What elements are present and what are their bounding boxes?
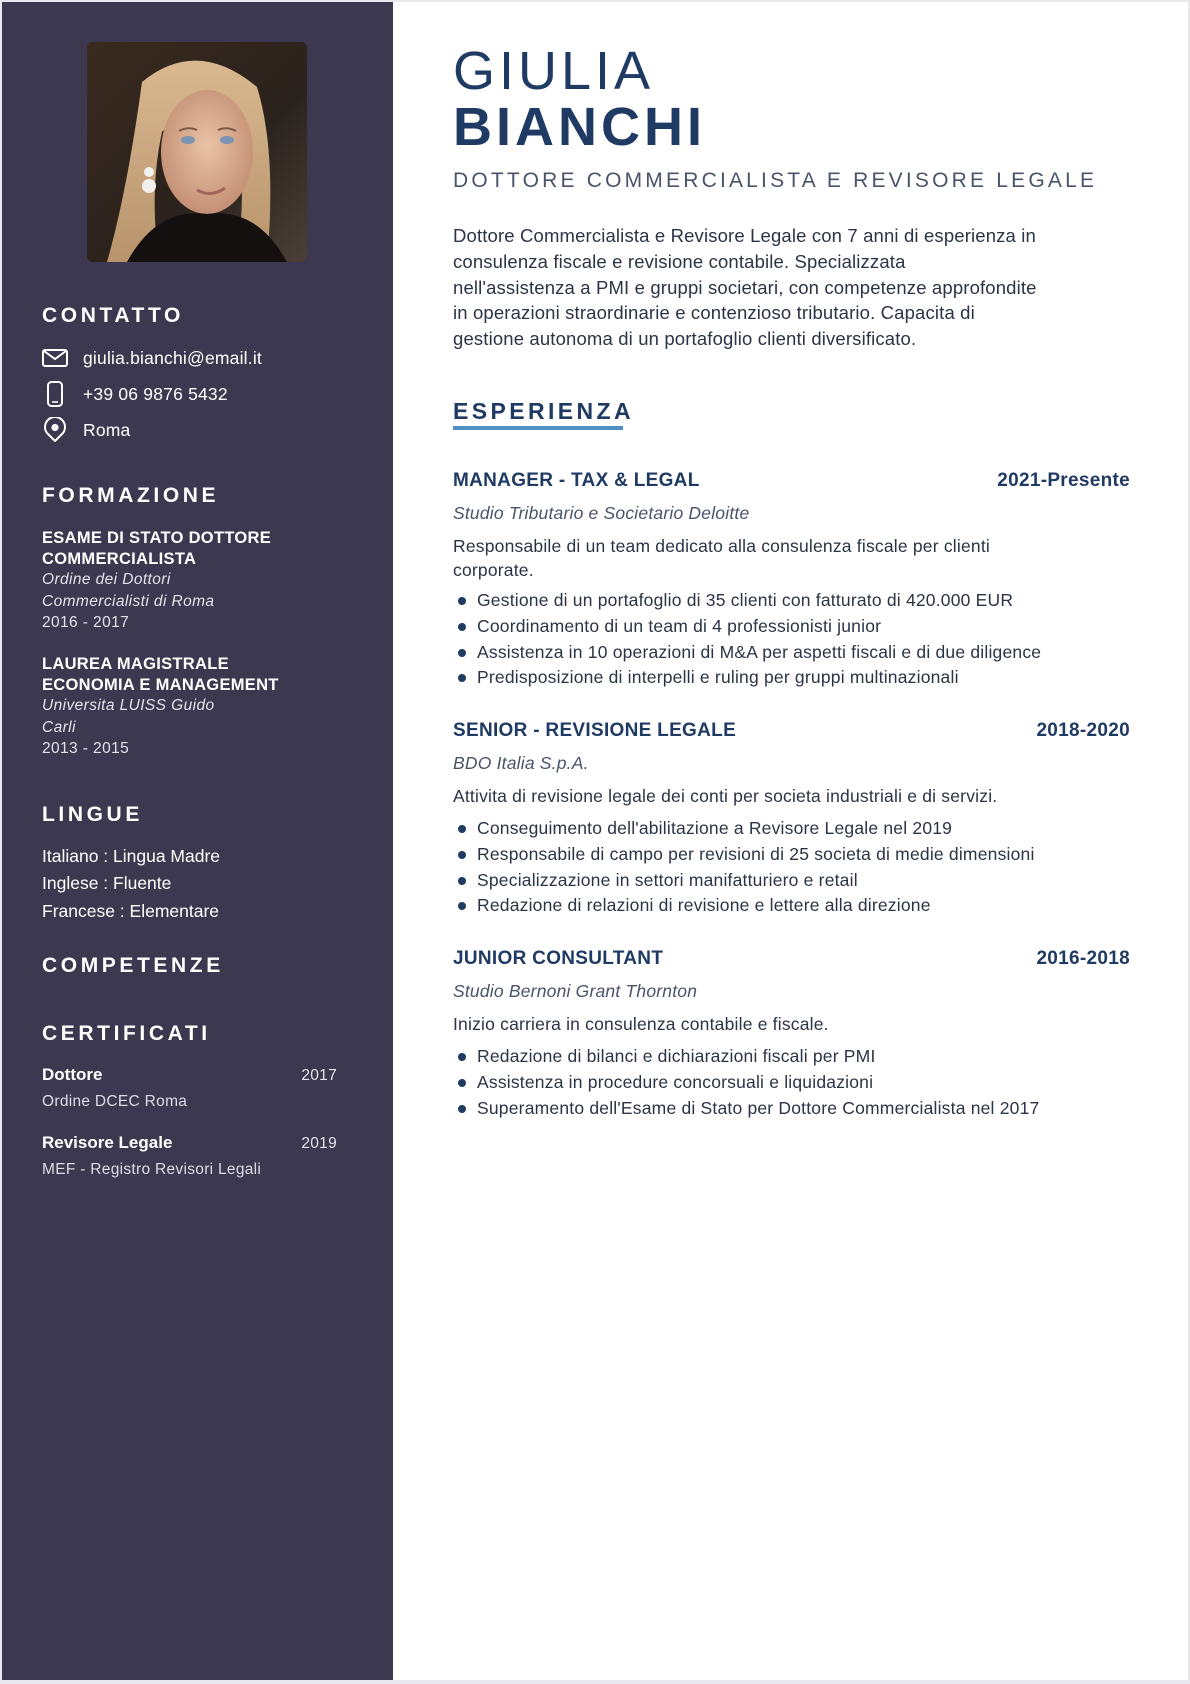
- phone-text: +39 06 9876 5432: [83, 383, 228, 404]
- job-dates: 2018-2020: [1036, 720, 1130, 741]
- education-institution: Universita LUISS Guido Carli: [42, 697, 215, 736]
- bullet-dot-icon: [458, 623, 466, 631]
- bullet-item: Responsabile di campo per revisioni di 25 societa di medie dimensioni: [453, 842, 1133, 868]
- bullet-item: Superamento dell'Esame di Stato per Dottore Commercialista nel 2017: [453, 1096, 1133, 1122]
- education-title: LAUREA MAGISTRALE ECONOMIA E MANAGEMENT: [42, 655, 279, 694]
- bullet-item: Predisposizione di interpelli e ruling per gruppi multinazionali: [453, 665, 1133, 691]
- certificate-issuer: Ordine DCEC Roma: [42, 1093, 188, 1110]
- profile-summary: Dottore Commercialista e Revisore Legale con 7 anni di esperienza in consulenza fiscale e revisione contabile. Specializzata nell'assistenza a PMI e gruppi societari, con competenze approfondite in operazioni straordinarie e contenzioso tributario. Capacita di gestione autonoma di un portafoglio clienti diversificato.: [453, 225, 1037, 350]
- job-bullets: [453, 816, 1133, 919]
- bullet-item: Redazione di bilanci e dichiarazioni fiscali per PMI: [453, 1044, 1133, 1070]
- bullet-item: Specializzazione in settori manifatturiero e retail: [453, 868, 1133, 894]
- experience-heading: ESPERIENZA: [453, 398, 634, 424]
- job-title: JUNIOR CONSULTANT: [453, 948, 664, 969]
- certificate-name: Dottore: [42, 1065, 103, 1084]
- language-item: Italiano : Lingua Madre: [42, 846, 221, 866]
- job-bullets: [453, 588, 1133, 691]
- resume-page: [2, 2, 1188, 1680]
- job-role-subtitle: DOTTORE COMMERCIALISTA E REVISORE LEGALE: [453, 169, 1098, 192]
- bullet-dot-icon: [458, 825, 466, 833]
- contact-email[interactable]: [42, 346, 262, 370]
- job-company: BDO Italia S.p.A.: [453, 753, 589, 773]
- job-title: SENIOR - REVISIONE LEGALE: [453, 720, 737, 741]
- certificate-issuer: MEF - Registro Revisori Legali: [42, 1161, 262, 1178]
- certificates-heading: CERTIFICATI: [42, 1022, 211, 1045]
- bullet-dot-icon: [458, 649, 466, 657]
- job-description: Attivita di revisione legale dei conti per societa industriali e di servizi.: [453, 786, 998, 806]
- bullet-dot-icon: [458, 674, 466, 682]
- skills-heading: COMPETENZE: [42, 954, 224, 977]
- job-bullets: [453, 1044, 1133, 1121]
- bullet-item: Coordinamento di un team di 4 professionisti junior: [453, 614, 1133, 640]
- bullet-dot-icon: [458, 1053, 466, 1061]
- languages-heading: LINGUE: [42, 803, 143, 826]
- education-institution: Ordine dei Dottori Commercialisti di Roma: [42, 571, 215, 610]
- bullet-dot-icon: [458, 851, 466, 859]
- bullet-dot-icon: [458, 877, 466, 885]
- education-years: 2013 - 2015: [42, 740, 130, 757]
- bullet-item: Gestione di un portafoglio di 35 clienti con fatturato di 420.000 EUR: [453, 588, 1133, 614]
- first-name: GIULIA: [453, 41, 655, 101]
- job-dates: 2016-2018: [1036, 948, 1130, 969]
- job-company: Studio Tributario e Societario Deloitte: [453, 503, 750, 523]
- certificate-year: 2019: [301, 1135, 337, 1152]
- job-description: Responsabile di un team dedicato alla consulenza fiscale per clienti corporate.: [453, 536, 990, 580]
- bullet-dot-icon: [458, 597, 466, 605]
- location-text: Roma: [83, 419, 131, 440]
- contact-heading: CONTATTO: [42, 304, 184, 327]
- portrait-image: [87, 42, 307, 262]
- email-text: giulia.bianchi@email.it: [83, 347, 262, 368]
- job-description: Inizio carriera in consulenza contabile e fiscale.: [453, 1014, 829, 1034]
- sidebar: [2, 2, 393, 1680]
- profile-photo: [87, 42, 307, 262]
- contact-phone[interactable]: [42, 382, 228, 406]
- heading-underline: [453, 426, 623, 430]
- language-item: Francese : Elementare: [42, 901, 220, 921]
- certificate-name: Revisore Legale: [42, 1133, 173, 1152]
- phone-icon: [42, 382, 70, 406]
- bullet-dot-icon: [458, 902, 466, 910]
- language-item: Inglese : Fluente: [42, 873, 172, 893]
- main-content: [453, 2, 1128, 1680]
- bullet-item: Assistenza in procedure concorsuali e liquidazioni: [453, 1070, 1133, 1096]
- education-title: ESAME DI STATO DOTTORE COMMERCIALISTA: [42, 529, 272, 568]
- job-company: Studio Bernoni Grant Thornton: [453, 981, 698, 1001]
- education-years: 2016 - 2017: [42, 614, 130, 631]
- bullet-item: Assistenza in 10 operazioni di M&A per aspetti fiscali e di due diligence: [453, 640, 1133, 666]
- job-dates: 2021-Presente: [997, 470, 1130, 491]
- last-name: BIANCHI: [453, 97, 706, 157]
- bullet-item: Redazione di relazioni di revisione e lettere alla direzione: [453, 893, 1133, 919]
- job-title: MANAGER - TAX & LEGAL: [453, 470, 700, 491]
- bullet-dot-icon: [458, 1079, 466, 1087]
- envelope-icon: [42, 346, 70, 370]
- location-pin-icon: [42, 418, 70, 442]
- certificate-year: 2017: [301, 1067, 337, 1084]
- education-heading: FORMAZIONE: [42, 484, 220, 507]
- bullet-dot-icon: [458, 1105, 466, 1113]
- contact-location: [42, 418, 131, 442]
- bullet-item: Conseguimento dell'abilitazione a Revisore Legale nel 2019: [453, 816, 1133, 842]
